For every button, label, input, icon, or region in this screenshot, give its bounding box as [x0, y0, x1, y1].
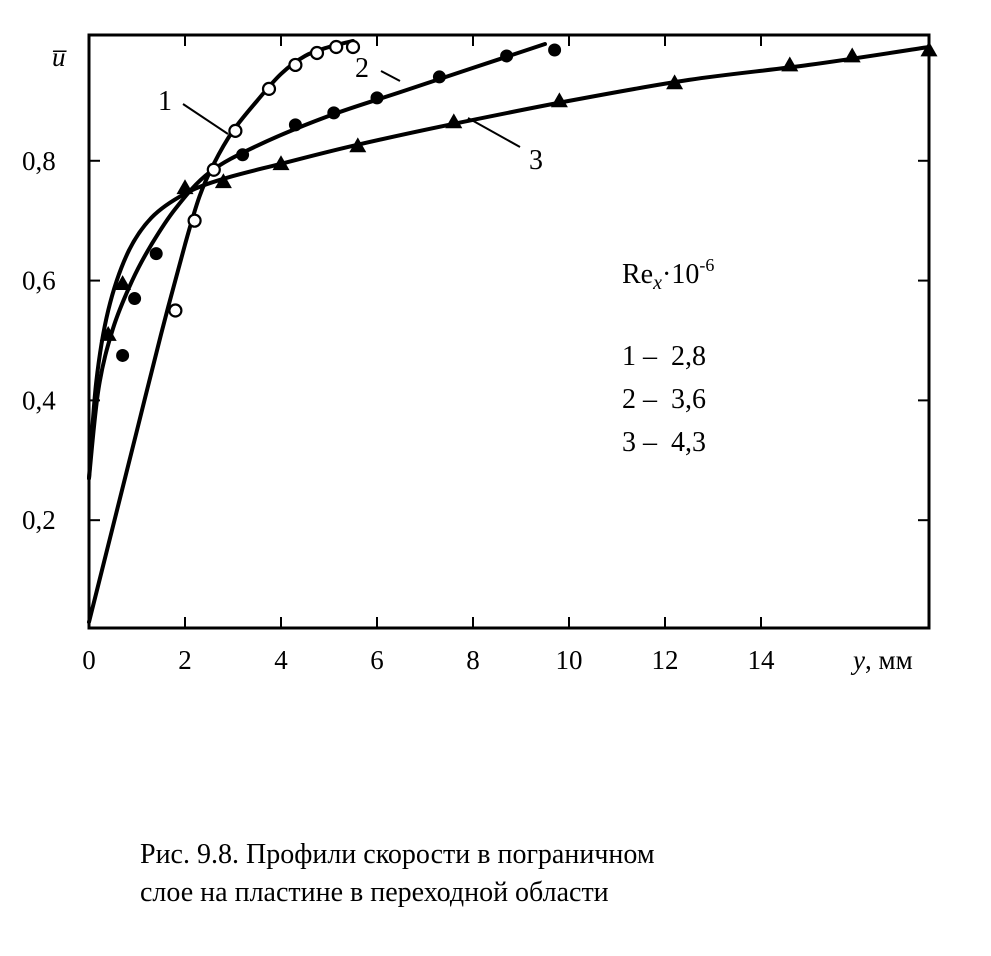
data-point-series-2 [289, 118, 302, 131]
x-tick-label: 4 [274, 645, 288, 675]
leader-line-1 [183, 104, 228, 134]
curve-label-1: 1 [158, 86, 172, 117]
caption-line-1: Рис. 9.8. Профили скорости в пограничном [140, 839, 655, 870]
data-point-series-3 [844, 47, 861, 62]
data-point-series-1 [169, 305, 181, 317]
x-tick-label: 6 [370, 645, 384, 675]
legend-title: $Re_x\cdot 10^{-6}$ [622, 255, 715, 294]
data-point-series-1 [229, 125, 241, 137]
x-tick-label: 12 [651, 645, 679, 675]
data-point-series-1 [311, 47, 323, 59]
data-point-series-3 [177, 179, 194, 194]
axis-ticks [89, 35, 929, 628]
plot-frame [89, 35, 929, 628]
data-point-series-2 [236, 148, 249, 161]
data-point-series-2 [500, 49, 513, 62]
x-tick-label: 14 [747, 645, 775, 675]
data-point-series-1 [347, 41, 359, 53]
x-tick-label: 10 [555, 645, 583, 675]
y-axis-label: u̅ [52, 42, 66, 72]
data-point-series-1 [289, 59, 301, 71]
data-point-series-2 [433, 70, 446, 83]
legend-entry-3: 3 – 4,3 [622, 427, 706, 458]
caption-line-2: слое на пластине в переходной области [140, 877, 609, 908]
curve-label-3: 3 [529, 145, 543, 176]
figure-caption [140, 836, 655, 912]
y-tick-label: 0,6 [22, 265, 56, 296]
y-tick-label: 0,4 [22, 385, 56, 416]
data-point-series-2 [116, 349, 129, 362]
data-point-series-2 [371, 91, 384, 104]
data-point-series-1 [330, 41, 342, 53]
curve-label-2: 2 [355, 53, 369, 84]
legend-entry-1: 1 – 2,8 [622, 341, 706, 372]
legend-entry-2: 2 – 3,6 [622, 384, 706, 415]
curves [89, 41, 929, 622]
x-tick-label: 0 [82, 645, 96, 675]
y-tick-label: 0,2 [22, 505, 56, 536]
legend [622, 255, 714, 458]
x-tick-label: 2 [178, 645, 192, 675]
data-point-series-2 [327, 106, 340, 119]
data-point-series-1 [208, 164, 220, 176]
data-markers [100, 41, 938, 362]
leader-line-2 [381, 71, 400, 81]
curve-series-3 [89, 47, 929, 478]
data-point-series-2 [128, 292, 141, 305]
x-axis-label: y, мм [853, 645, 913, 675]
data-point-series-1 [189, 215, 201, 227]
data-point-series-2 [548, 43, 561, 56]
data-point-series-3 [781, 56, 798, 71]
x-tick-label: 8 [466, 645, 480, 675]
leader-line-3 [468, 118, 520, 147]
data-point-series-2 [150, 247, 163, 260]
data-point-series-1 [263, 83, 275, 95]
y-tick-label: 0,8 [22, 145, 56, 176]
